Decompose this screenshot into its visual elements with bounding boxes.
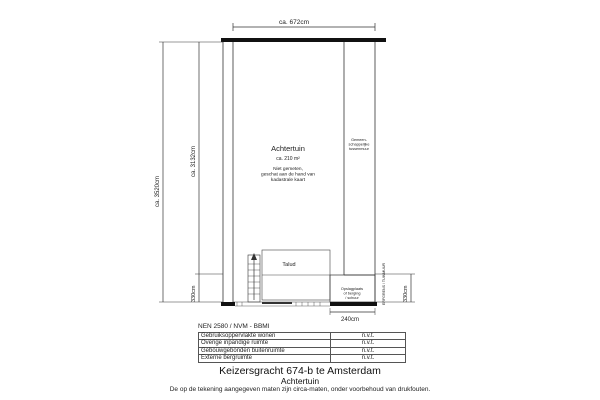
garden-label: Achtertuin [271, 144, 305, 153]
row-label: Gebouwgebonden buitenruimte [199, 347, 331, 354]
bottom-left-dimension-label: 330cm [191, 285, 197, 302]
bottom-wall-mid [262, 302, 292, 304]
storage-note-line-1: Opslagplaats [340, 287, 364, 291]
storage-note-line-3: / schuur [345, 296, 359, 300]
bottom-right-dimension-label: 330cm [403, 285, 409, 302]
bottom-wall-left [221, 302, 235, 306]
table-row [199, 347, 406, 354]
terrace-label: Talud [282, 262, 296, 268]
table-row [199, 333, 406, 340]
row-value: n.v.t. [331, 355, 406, 362]
legend-title: NEN 2580 / NVM - BBMI [198, 323, 270, 330]
side-note-line-1: Gemeen- [351, 138, 367, 142]
bottom-dimension-label: 240cm [341, 317, 360, 323]
top-dimension-label: ca. 672cm [279, 19, 309, 26]
disclaimer-text: De op de tekening aangegeven maten zijn circa-maten, onder voorbehoud van drukfouten. [169, 386, 431, 393]
row-label: Overige inpandige ruimte [199, 340, 331, 347]
top-wall [221, 38, 386, 42]
storage-note-line-2: of berging [343, 291, 361, 296]
boundary-vertical-note: ERFGRENS / TUINMUUR [382, 262, 386, 305]
overall-dimension-label: ca. 3520cm [155, 175, 161, 207]
stair-arrow-head [251, 253, 257, 260]
drawing-subtitle: Achtertuin [280, 376, 320, 386]
row-value: n.v.t. [331, 333, 406, 340]
row-value: n.v.t. [331, 347, 406, 354]
row-label: Gebruiksoppervlakte wonen [199, 333, 331, 340]
row-value: n.v.t. [331, 340, 406, 347]
inner-dimension-label: ca. 3132cm [191, 145, 197, 177]
address-title: Keizersgracht 674-b te Amsterdam [219, 365, 381, 377]
side-note-line-3: tussenmuur [349, 147, 369, 151]
bottom-wall-right [330, 302, 377, 306]
table-row [199, 340, 406, 347]
table-row [199, 355, 406, 362]
side-note-line-2: schappelijke [348, 142, 370, 147]
area-table [198, 332, 406, 363]
row-label: Externe bergruimte [199, 355, 331, 362]
garden-note-line-3: kadastrale kaart [270, 178, 306, 183]
garden-note-line-1: Niet gemeten, [273, 167, 303, 172]
garden-note-line-2: geschat aan de hand van [261, 172, 315, 178]
garden-area: ca. 210 m² [276, 156, 300, 162]
